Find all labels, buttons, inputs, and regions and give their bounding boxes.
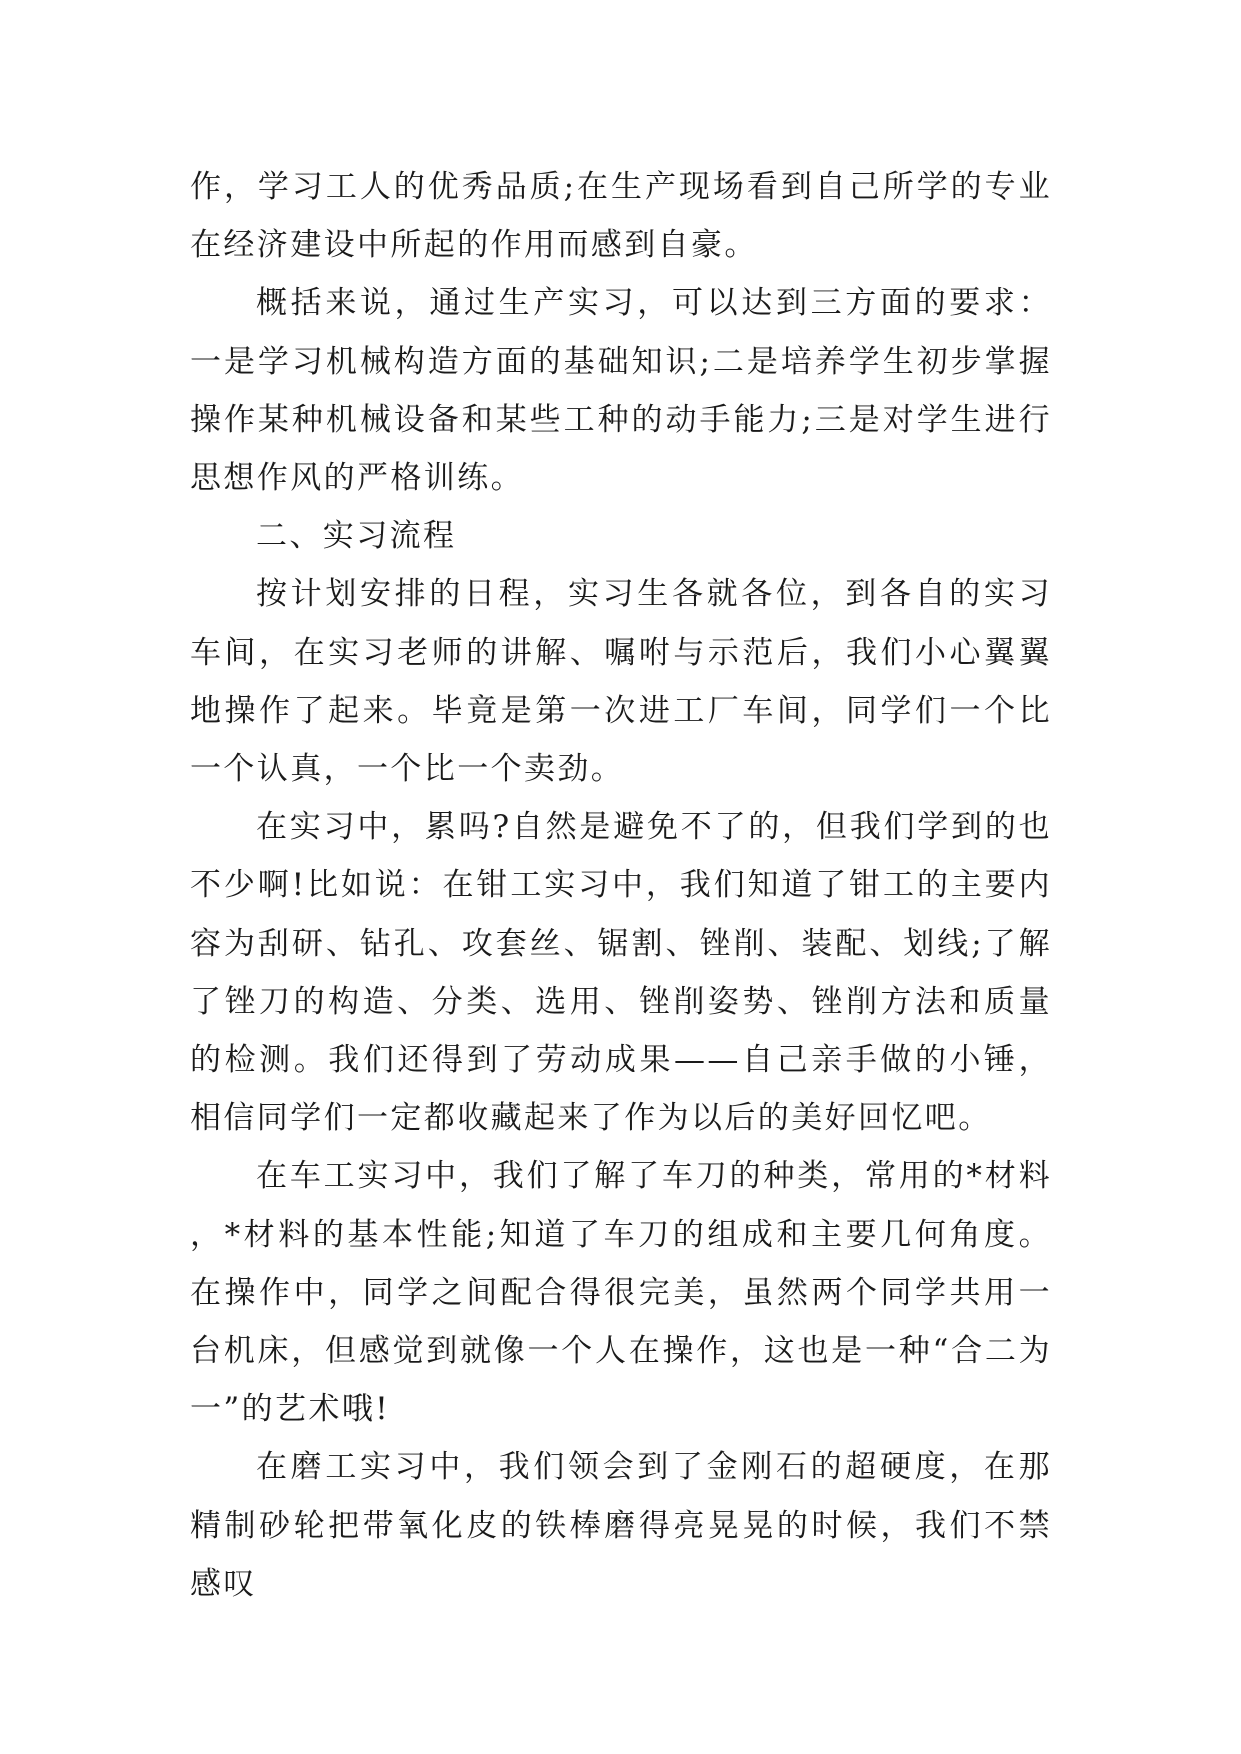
paragraph-summary: 概括来说，通过生产实习，可以达到三方面的要求：一是学习机械构造方面的基础知识;二是培养学生初步掌握操作某种机械设备和某些工种的动手能力;三是对学生进行思想作风的严格训练。 — [190, 285, 1052, 497]
paragraph-continuation: 作，学习工人的优秀品质;在生产现场看到自己所学的专业在经济建设中所起的作用而感到自豪。 — [190, 169, 1052, 264]
section-heading: 二、实习流程 — [256, 518, 457, 555]
document-body — [190, 158, 1052, 1613]
paragraph-fitter-practice: 在实习中，累吗?自然是避免不了的，但我们学到的也不少啊!比如说：在钳工实习中，我们知道了钳工的主要内容为刮研、钻孔、攻套丝、锯割、锉削、装配、划线;了解了锉刀的构造、分类、选用、锉削姿势、锉削方法和质量的检测。我们还得到了劳动成果——自己亲手做的小锤，相信同学们一定都收藏起来了作为以后的美好回忆吧。 — [190, 809, 1052, 1137]
paragraph-grinding-practice: 在磨工实习中，我们领会到了金刚石的超硬度，在那精制砂轮把带氧化皮的铁棒磨得亮晃晃的时候，我们不禁感叹 — [190, 1449, 1052, 1602]
paragraph-schedule: 按计划安排的日程，实习生各就各位，到各自的实习车间，在实习老师的讲解、嘱咐与示范后，我们小心翼翼地操作了起来。毕竟是第一次进工厂车间，同学们一个比一个认真，一个比一个卖劲。 — [190, 576, 1052, 788]
paragraph-lathe-practice: 在车工实习中，我们了解了车刀的种类，常用的*材料，*材料的基本性能;知道了车刀的组成和主要几何角度。在操作中，同学之间配合得很完美，虽然两个同学共用一台机床，但感觉到就像一个人在操作，这也是一种“合二为一”的艺术哦! — [190, 1158, 1052, 1428]
